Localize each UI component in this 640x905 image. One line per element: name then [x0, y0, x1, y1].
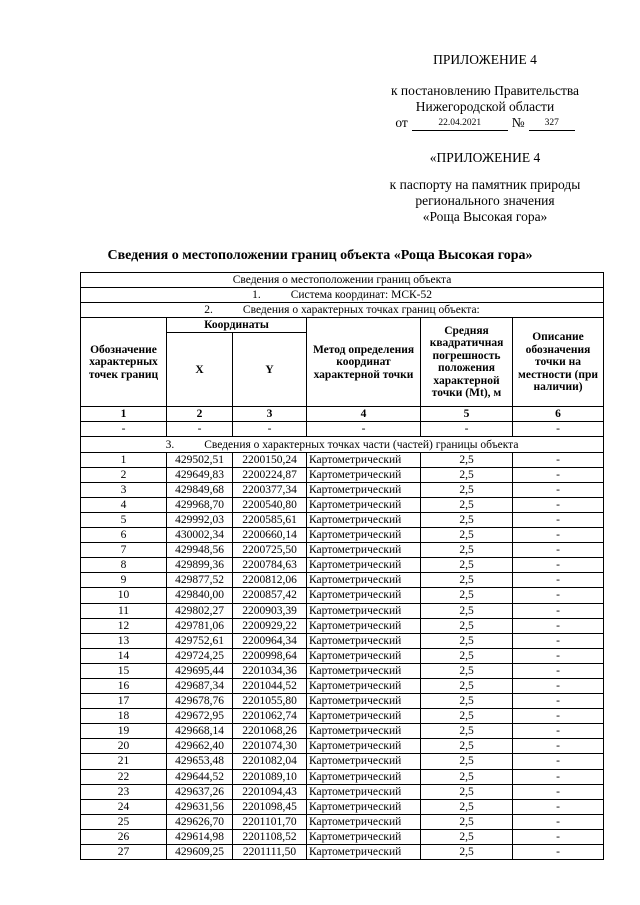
- resolution-date: 22.04.2021: [412, 118, 508, 131]
- x-coordinate-cell: 429502,51: [167, 452, 233, 467]
- point-number-cell: 23: [81, 784, 167, 799]
- method-cell: Картометрический: [307, 754, 421, 769]
- section-3-text: Сведения о характерных точках части (частей) границы объекта: [204, 438, 519, 451]
- column-header-row-1: [81, 318, 604, 333]
- point-number-cell: 9: [81, 573, 167, 588]
- table-row: [81, 784, 604, 799]
- method-cell: Картометрический: [307, 603, 421, 618]
- number-sign: №: [511, 115, 525, 130]
- description-cell: -: [513, 829, 604, 844]
- section-3: [81, 437, 604, 452]
- error-cell: 2,5: [421, 512, 513, 527]
- method-cell: Картометрический: [307, 588, 421, 603]
- col-number: 5: [421, 407, 513, 422]
- col-number: 2: [167, 407, 233, 422]
- method-cell: Картометрический: [307, 452, 421, 467]
- col-x-header: X: [167, 333, 233, 407]
- point-number-cell: 2: [81, 467, 167, 482]
- x-coordinate-cell: 429687,34: [167, 678, 233, 693]
- y-coordinate-cell: 2200224,87: [233, 467, 307, 482]
- document-title: Сведения о местоположении границ объекта «Роща Высокая гора»: [107, 248, 533, 263]
- error-cell: 2,5: [421, 829, 513, 844]
- table-row: [81, 573, 604, 588]
- x-coordinate-cell: 429899,36: [167, 558, 233, 573]
- error-cell: 2,5: [421, 845, 513, 860]
- section-2-row: [81, 303, 604, 318]
- method-cell: Картометрический: [307, 543, 421, 558]
- x-coordinate-cell: 429678,76: [167, 694, 233, 709]
- x-coordinate-cell: 429609,25: [167, 845, 233, 860]
- y-coordinate-cell: 2201068,26: [233, 724, 307, 739]
- section-1: [81, 288, 604, 303]
- point-number-cell: 14: [81, 648, 167, 663]
- y-coordinate-cell: 2200998,64: [233, 648, 307, 663]
- table-row: [81, 694, 604, 709]
- table-row: [81, 618, 604, 633]
- method-cell: Картометрический: [307, 784, 421, 799]
- table-row: [81, 799, 604, 814]
- y-coordinate-cell: 2201094,43: [233, 784, 307, 799]
- error-cell: 2,5: [421, 678, 513, 693]
- method-cell: Картометрический: [307, 814, 421, 829]
- x-coordinate-cell: 429672,95: [167, 709, 233, 724]
- x-coordinate-cell: 429653,48: [167, 754, 233, 769]
- method-cell: Картометрический: [307, 845, 421, 860]
- table-row: [81, 724, 604, 739]
- y-coordinate-cell: 2201062,74: [233, 709, 307, 724]
- description-cell: -: [513, 482, 604, 497]
- description-cell: -: [513, 603, 604, 618]
- table-row: [81, 497, 604, 512]
- point-number-cell: 8: [81, 558, 167, 573]
- description-cell: -: [513, 678, 604, 693]
- dash-cell: -: [233, 422, 307, 437]
- error-cell: 2,5: [421, 588, 513, 603]
- section-3-number: 3.: [165, 438, 175, 451]
- method-cell: Картометрический: [307, 663, 421, 678]
- description-cell: -: [513, 543, 604, 558]
- description-cell: -: [513, 754, 604, 769]
- from-prefix: от: [395, 115, 408, 130]
- method-cell: Картометрический: [307, 497, 421, 512]
- y-coordinate-cell: 2200660,14: [233, 528, 307, 543]
- method-cell: Картометрический: [307, 678, 421, 693]
- table-row: [81, 588, 604, 603]
- error-cell: 2,5: [421, 452, 513, 467]
- description-cell: -: [513, 724, 604, 739]
- x-coordinate-cell: 429631,56: [167, 799, 233, 814]
- error-cell: 2,5: [421, 754, 513, 769]
- y-coordinate-cell: 2200725,50: [233, 543, 307, 558]
- y-coordinate-cell: 2200784,63: [233, 558, 307, 573]
- dash-cell: -: [421, 422, 513, 437]
- y-coordinate-cell: 2200929,22: [233, 618, 307, 633]
- description-cell: -: [513, 467, 604, 482]
- method-cell: Картометрический: [307, 829, 421, 844]
- passport-line-2: регионального значения: [415, 193, 555, 208]
- col-description-header: Описание обозначения точки на местности (при наличии): [513, 318, 604, 407]
- appendix-quote-block: [340, 150, 630, 166]
- table-row: [81, 754, 604, 769]
- section-2-number: 2.: [204, 304, 213, 317]
- table-row: [81, 543, 604, 558]
- dash-row: [81, 422, 604, 437]
- error-cell: 2,5: [421, 648, 513, 663]
- x-coordinate-cell: 429668,14: [167, 724, 233, 739]
- error-cell: 2,5: [421, 543, 513, 558]
- method-cell: Картометрический: [307, 694, 421, 709]
- error-cell: 2,5: [421, 709, 513, 724]
- table-row: [81, 558, 604, 573]
- column-numbers-row: [81, 407, 604, 422]
- x-coordinate-cell: 429968,70: [167, 497, 233, 512]
- method-cell: Картометрический: [307, 648, 421, 663]
- error-cell: 2,5: [421, 497, 513, 512]
- table-row: [81, 633, 604, 648]
- error-cell: 2,5: [421, 467, 513, 482]
- x-coordinate-cell: 429802,27: [167, 603, 233, 618]
- table-row: [81, 528, 604, 543]
- passport-line-1: к паспорту на памятник природы: [389, 177, 581, 192]
- method-cell: Картометрический: [307, 618, 421, 633]
- y-coordinate-cell: 2201044,52: [233, 678, 307, 693]
- col-number: 1: [81, 407, 167, 422]
- error-cell: 2,5: [421, 769, 513, 784]
- description-cell: -: [513, 814, 604, 829]
- table-row: [81, 845, 604, 860]
- description-cell: -: [513, 739, 604, 754]
- point-number-cell: 6: [81, 528, 167, 543]
- error-cell: 2,5: [421, 663, 513, 678]
- point-number-cell: 25: [81, 814, 167, 829]
- description-cell: -: [513, 694, 604, 709]
- point-number-cell: 21: [81, 754, 167, 769]
- description-cell: -: [513, 769, 604, 784]
- table-row: [81, 769, 604, 784]
- point-number-cell: 1: [81, 452, 167, 467]
- dash-cell: -: [81, 422, 167, 437]
- y-coordinate-cell: 2201101,70: [233, 814, 307, 829]
- method-cell: Картометрический: [307, 769, 421, 784]
- col-coordinates-header: Координаты: [167, 318, 307, 333]
- section-1-number: 1.: [252, 289, 261, 302]
- table-row: [81, 709, 604, 724]
- error-cell: 2,5: [421, 573, 513, 588]
- x-coordinate-cell: 429695,44: [167, 663, 233, 678]
- point-number-cell: 10: [81, 588, 167, 603]
- method-cell: Картометрический: [307, 573, 421, 588]
- error-cell: 2,5: [421, 814, 513, 829]
- x-coordinate-cell: 429614,98: [167, 829, 233, 844]
- point-number-cell: 20: [81, 739, 167, 754]
- x-coordinate-cell: 429781,06: [167, 618, 233, 633]
- dash-cell: -: [513, 422, 604, 437]
- resolution-number: 327: [529, 118, 575, 131]
- y-coordinate-cell: 2200377,34: [233, 482, 307, 497]
- y-coordinate-cell: 2200585,61: [233, 512, 307, 527]
- y-coordinate-cell: 2200903,39: [233, 603, 307, 618]
- dash-cell: -: [307, 422, 421, 437]
- col-number: 4: [307, 407, 421, 422]
- resolution-line-2: Нижегородской области: [415, 99, 555, 114]
- section-1-text: Система координат: МСК-52: [290, 289, 432, 302]
- method-cell: Картометрический: [307, 512, 421, 527]
- table-row: [81, 814, 604, 829]
- y-coordinate-cell: 2201055,80: [233, 694, 307, 709]
- table-row: [81, 467, 604, 482]
- description-cell: -: [513, 528, 604, 543]
- x-coordinate-cell: 429992,03: [167, 512, 233, 527]
- table-row: [81, 603, 604, 618]
- point-number-cell: 3: [81, 482, 167, 497]
- x-coordinate-cell: 430002,34: [167, 528, 233, 543]
- point-number-cell: 19: [81, 724, 167, 739]
- x-coordinate-cell: 429662,40: [167, 739, 233, 754]
- description-cell: -: [513, 633, 604, 648]
- appendix-title: ПРИЛОЖЕНИЕ 4: [433, 52, 537, 67]
- description-cell: -: [513, 512, 604, 527]
- appendix-header: [340, 52, 630, 68]
- point-number-cell: 26: [81, 829, 167, 844]
- table-row: [81, 482, 604, 497]
- table-body: [81, 273, 604, 860]
- table-row: [81, 739, 604, 754]
- col-number: 3: [233, 407, 307, 422]
- y-coordinate-cell: 2200150,24: [233, 452, 307, 467]
- table-row: [81, 512, 604, 527]
- dash-cell: -: [167, 422, 233, 437]
- point-number-cell: 17: [81, 694, 167, 709]
- x-coordinate-cell: 429948,56: [167, 543, 233, 558]
- x-coordinate-cell: 429840,00: [167, 588, 233, 603]
- error-cell: 2,5: [421, 799, 513, 814]
- passport-line-3: «Роща Высокая гора»: [422, 209, 548, 224]
- method-cell: Картометрический: [307, 799, 421, 814]
- method-cell: Картометрический: [307, 482, 421, 497]
- col-y-header: Y: [233, 333, 307, 407]
- x-coordinate-cell: 429724,25: [167, 648, 233, 663]
- resolution-line-1: к постановлению Правительства: [390, 83, 580, 98]
- description-cell: -: [513, 709, 604, 724]
- point-number-cell: 11: [81, 603, 167, 618]
- method-cell: Картометрический: [307, 739, 421, 754]
- y-coordinate-cell: 2201089,10: [233, 769, 307, 784]
- description-cell: -: [513, 452, 604, 467]
- point-number-cell: 24: [81, 799, 167, 814]
- y-coordinate-cell: 2201082,04: [233, 754, 307, 769]
- point-number-cell: 13: [81, 633, 167, 648]
- method-cell: Картометрический: [307, 467, 421, 482]
- point-number-cell: 12: [81, 618, 167, 633]
- error-cell: 2,5: [421, 739, 513, 754]
- table-row: [81, 829, 604, 844]
- description-cell: -: [513, 588, 604, 603]
- y-coordinate-cell: 2201034,36: [233, 663, 307, 678]
- y-coordinate-cell: 2200964,34: [233, 633, 307, 648]
- col-number: 6: [513, 407, 604, 422]
- table-row: [81, 678, 604, 693]
- y-coordinate-cell: 2200540,80: [233, 497, 307, 512]
- y-coordinate-cell: 2200812,06: [233, 573, 307, 588]
- error-cell: 2,5: [421, 528, 513, 543]
- table-main-header-row: [81, 273, 604, 288]
- description-cell: -: [513, 845, 604, 860]
- x-coordinate-cell: 429626,70: [167, 814, 233, 829]
- point-number-cell: 7: [81, 543, 167, 558]
- table-main-header: Сведения о местоположении границ объекта: [81, 273, 604, 288]
- date-number-line: [340, 115, 630, 131]
- point-number-cell: 5: [81, 512, 167, 527]
- point-number-cell: 4: [81, 497, 167, 512]
- error-cell: 2,5: [421, 618, 513, 633]
- appendix-quote: «ПРИЛОЖЕНИЕ 4: [429, 150, 541, 165]
- y-coordinate-cell: 2201111,50: [233, 845, 307, 860]
- description-cell: -: [513, 648, 604, 663]
- x-coordinate-cell: 429752,61: [167, 633, 233, 648]
- x-coordinate-cell: 429637,26: [167, 784, 233, 799]
- description-cell: -: [513, 618, 604, 633]
- method-cell: Картометрический: [307, 633, 421, 648]
- description-cell: -: [513, 558, 604, 573]
- table-row: [81, 648, 604, 663]
- section-2: [81, 303, 604, 318]
- y-coordinate-cell: 2201074,30: [233, 739, 307, 754]
- x-coordinate-cell: 429649,83: [167, 467, 233, 482]
- method-cell: Картометрический: [307, 558, 421, 573]
- method-cell: Картометрический: [307, 528, 421, 543]
- point-number-cell: 18: [81, 709, 167, 724]
- method-cell: Картометрический: [307, 709, 421, 724]
- description-cell: -: [513, 573, 604, 588]
- error-cell: 2,5: [421, 694, 513, 709]
- y-coordinate-cell: 2201108,52: [233, 829, 307, 844]
- col-method-header: Метод определения координат характерной точки: [307, 318, 421, 407]
- point-number-cell: 27: [81, 845, 167, 860]
- point-number-cell: 15: [81, 663, 167, 678]
- error-cell: 2,5: [421, 724, 513, 739]
- section-3-row: [81, 437, 604, 452]
- resolution-block: [340, 83, 630, 131]
- point-number-cell: 16: [81, 678, 167, 693]
- error-cell: 2,5: [421, 633, 513, 648]
- description-cell: -: [513, 784, 604, 799]
- section-2-text: Сведения о характерных точках границ объекта:: [242, 304, 480, 317]
- description-cell: -: [513, 663, 604, 678]
- x-coordinate-cell: 429849,68: [167, 482, 233, 497]
- error-cell: 2,5: [421, 603, 513, 618]
- description-cell: -: [513, 497, 604, 512]
- x-coordinate-cell: 429877,52: [167, 573, 233, 588]
- table-row: [81, 663, 604, 678]
- error-cell: 2,5: [421, 558, 513, 573]
- error-cell: 2,5: [421, 784, 513, 799]
- y-coordinate-cell: 2201098,45: [233, 799, 307, 814]
- method-cell: Картометрический: [307, 724, 421, 739]
- error-cell: 2,5: [421, 482, 513, 497]
- x-coordinate-cell: 429644,52: [167, 769, 233, 784]
- boundary-table: [80, 272, 604, 860]
- section-1-row: [81, 288, 604, 303]
- col-error-header: Средняя квадратичная погрешность положения характерной точки (Mt), м: [421, 318, 513, 407]
- table-row: [81, 452, 604, 467]
- point-number-cell: 22: [81, 769, 167, 784]
- y-coordinate-cell: 2200857,42: [233, 588, 307, 603]
- passport-block: [340, 177, 630, 225]
- description-cell: -: [513, 799, 604, 814]
- col-designation-header: Обозначение характерных точек границ: [81, 318, 167, 407]
